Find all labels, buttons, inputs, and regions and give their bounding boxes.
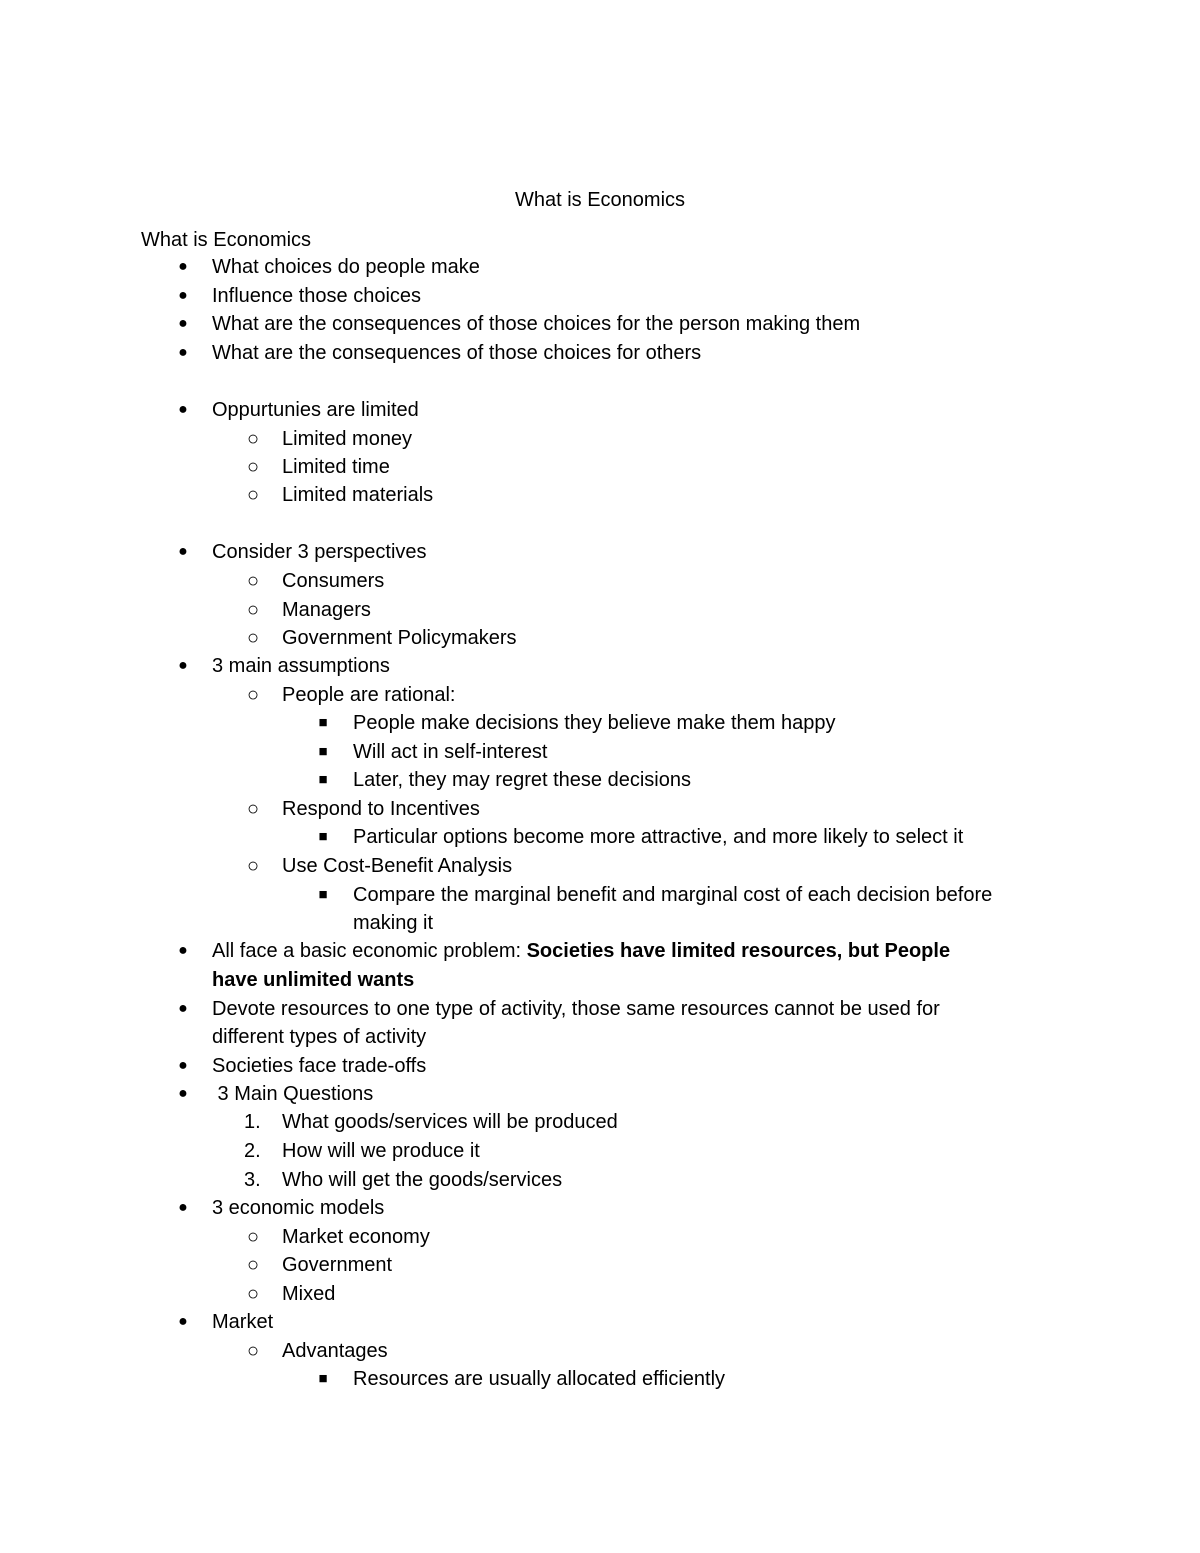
circle-marker: ○ xyxy=(246,570,260,592)
section-heading: What is Economics xyxy=(141,229,312,251)
bullet-marker: ● xyxy=(178,344,188,361)
list-item: Market xyxy=(212,1311,274,1333)
bullet-marker: ● xyxy=(178,1000,188,1017)
list-item: Mixed xyxy=(282,1283,336,1305)
list-item: People make decisions they believe make them happy xyxy=(353,712,836,734)
circle-marker: ○ xyxy=(246,1254,260,1276)
circle-marker: ○ xyxy=(246,1283,260,1305)
list-item: Respond to Incentives xyxy=(282,798,480,820)
list-item: What choices do people make xyxy=(212,256,480,278)
list-item: Limited materials xyxy=(282,484,434,506)
circle-marker: ○ xyxy=(246,599,260,621)
bullet-marker: ● xyxy=(178,543,188,560)
list-item: Resources are usually allocated efficiently xyxy=(353,1368,726,1390)
list-item: 3 economic models xyxy=(212,1197,385,1219)
circle-marker: ○ xyxy=(246,1226,260,1248)
circle-marker: ○ xyxy=(246,627,260,649)
list-item: Advantages xyxy=(282,1340,388,1362)
list-number: 3. xyxy=(244,1169,261,1191)
list-item: Societies face trade-offs xyxy=(212,1055,427,1077)
square-marker: ■ xyxy=(318,743,328,760)
bullet-marker: ● xyxy=(178,942,188,959)
list-item xyxy=(212,937,950,965)
list-item: People are rational: xyxy=(282,684,456,706)
bullet-marker: ● xyxy=(178,1313,188,1330)
list-item: Use Cost-Benefit Analysis xyxy=(282,855,513,877)
bullet-marker: ● xyxy=(178,401,188,418)
bullet-marker: ● xyxy=(178,657,188,674)
circle-marker: ○ xyxy=(246,484,260,506)
bullet-marker: ● xyxy=(178,287,188,304)
list-number: 1. xyxy=(244,1111,261,1133)
list-item-continuation: making it xyxy=(353,912,434,934)
list-item: Influence those choices xyxy=(212,285,422,307)
list-item: Devote resources to one type of activity, those same resources cannot be used for xyxy=(212,998,940,1020)
emphasis-text: have unlimited wants xyxy=(212,969,415,991)
circle-marker: ○ xyxy=(246,428,260,450)
circle-marker: ○ xyxy=(246,684,260,706)
square-marker: ■ xyxy=(318,714,328,731)
list-item: Oppurtunies are limited xyxy=(212,399,419,421)
square-marker: ■ xyxy=(318,828,328,845)
bullet-marker: ● xyxy=(178,1085,188,1102)
emphasis-text: Societies have limited resources, but People xyxy=(526,940,951,962)
list-item: Managers xyxy=(282,599,371,621)
list-item: Consider 3 perspectives xyxy=(212,541,427,563)
list-item: What are the consequences of those choices for others xyxy=(212,342,702,364)
list-item: What goods/services will be produced xyxy=(282,1111,618,1133)
list-item: Particular options become more attractive, and more likely to select it xyxy=(353,826,964,848)
list-item: Government xyxy=(282,1254,393,1276)
list-item: Government Policymakers xyxy=(282,627,517,649)
list-item: Later, they may regret these decisions xyxy=(353,769,691,791)
list-item: 3 Main Questions xyxy=(212,1083,374,1105)
list-item: Who will get the goods/services xyxy=(282,1169,563,1191)
bullet-marker: ● xyxy=(178,258,188,275)
list-item-continuation xyxy=(212,966,414,994)
bullet-marker: ● xyxy=(178,1057,188,1074)
document-title: What is Economics xyxy=(514,189,686,211)
list-item: Consumers xyxy=(282,570,385,592)
list-item: 3 main assumptions xyxy=(212,655,390,677)
list-item: How will we produce it xyxy=(282,1140,480,1162)
list-item: Will act in self-interest xyxy=(353,741,548,763)
list-item: Compare the marginal benefit and marginal cost of each decision before xyxy=(353,884,993,906)
list-item-text: All face a basic economic problem: xyxy=(212,940,527,962)
list-item: Limited money xyxy=(282,428,413,450)
bullet-marker: ● xyxy=(178,315,188,332)
circle-marker: ○ xyxy=(246,855,260,877)
list-item: What are the consequences of those choices for the person making them xyxy=(212,313,861,335)
square-marker: ■ xyxy=(318,886,328,903)
list-item: Market economy xyxy=(282,1226,430,1248)
circle-marker: ○ xyxy=(246,456,260,478)
list-item-continuation: different types of activity xyxy=(212,1026,427,1048)
circle-marker: ○ xyxy=(246,1340,260,1362)
circle-marker: ○ xyxy=(246,798,260,820)
list-item: Limited time xyxy=(282,456,390,478)
bullet-marker: ● xyxy=(178,1199,188,1216)
square-marker: ■ xyxy=(318,1370,328,1387)
list-number: 2. xyxy=(244,1140,261,1162)
square-marker: ■ xyxy=(318,771,328,788)
